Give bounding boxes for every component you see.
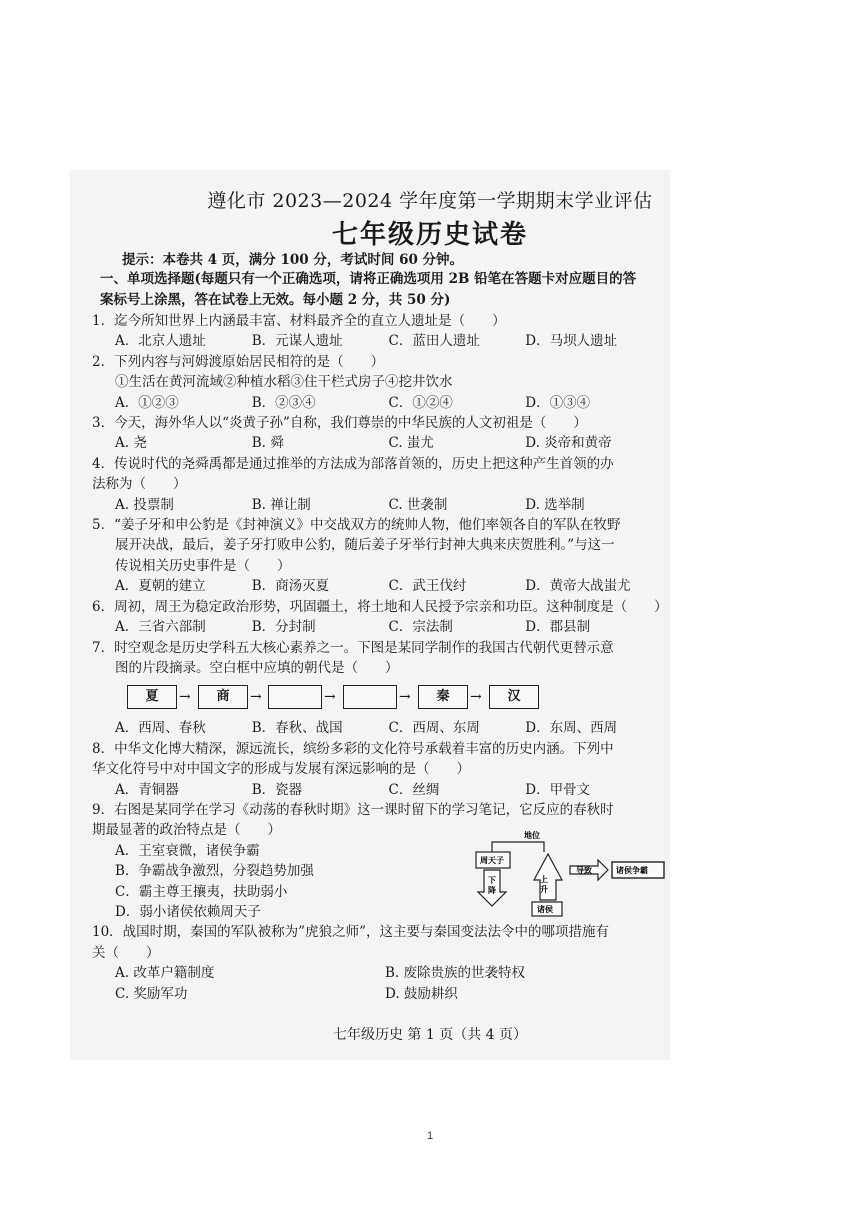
question-text: 期最显著的政治特点是（ ） (92, 822, 281, 839)
question-9 (92, 800, 662, 922)
king-label: 周天子 (480, 855, 504, 865)
option-b: B. 废除贵族的世袭特权 (385, 965, 526, 982)
option-b: B．商汤灭夏 (251, 578, 330, 595)
options (92, 984, 662, 1004)
question-text: 传说相关历史事件是（ ） (115, 557, 291, 574)
question-stem: 7．时空观念是历史学科五大核心素养之一。下图是某同学制作的我国古代朝代更替示意 (92, 639, 614, 656)
question-7 (92, 638, 662, 739)
option-c: C．蓝田人遗址 (388, 333, 480, 350)
exam-title: 遵化市 2023—2024 学年度第一学期期末学业评估 (207, 190, 653, 212)
up-label: 上升 (540, 874, 548, 894)
question-text: 华文化符号中对中国文字的形成与发展有深远影响的是（ ） (92, 761, 470, 778)
options (92, 576, 662, 596)
question-stem: 9．右图是某同学在学习《动荡的春秋时期》这一课时留下的学习笔记，它反应的春秋时 (92, 801, 614, 818)
question-text: ①生活在黄河流域②种植水稻③住干栏式房子④挖井饮水 (115, 374, 453, 391)
option-c: C. 蚩尤 (388, 435, 434, 452)
question-stem: 5．“姜子牙和申公豹是《封神演义》中交战双方的统帅人物，他们率领各自的军队在牧野 (92, 517, 621, 534)
option-c: C．武王伐纣 (388, 578, 467, 595)
question-1 (92, 311, 662, 352)
dynasty-box: 秦 (418, 685, 468, 709)
arrow-right-icon: → (179, 689, 191, 706)
option-b: B．②③④ (251, 394, 316, 411)
option-c: C．西周、东周 (388, 720, 480, 737)
question-text: 关（ ） (92, 944, 160, 961)
status-label: 地位 (524, 830, 540, 840)
dynasty-box: 商 (198, 685, 248, 709)
option-b: B．争霸战争激烈，分裂趋势加强 (115, 863, 314, 880)
result-label: 诸侯争霸 (616, 865, 648, 875)
option-d: D．马坝人遗址 (525, 333, 618, 350)
page-number: 1 (426, 1130, 434, 1142)
lead-label: 导致 (576, 865, 592, 875)
options (92, 963, 662, 983)
option-b: B．分封制 (251, 619, 316, 636)
down-label: 下降 (488, 875, 496, 895)
option-a: A．三省六部制 (115, 619, 206, 636)
option-b: B．元谋人遗址 (251, 333, 343, 350)
option-a: A. 改革户籍制度 (115, 965, 215, 982)
option-c: C. 世袭制 (388, 496, 448, 513)
arrow-right-icon: → (250, 689, 262, 706)
option-a: A．青铜器 (115, 781, 179, 798)
question-text: 展开决战，最后，姜子牙打败申公豹，随后姜子牙举行封神大典来庆贺胜利。”与这一 (115, 537, 615, 554)
arrow-right-icon: → (470, 689, 482, 706)
question-5 (92, 515, 662, 597)
dynasty-box: 夏 (127, 685, 177, 709)
study-notes-diagram (472, 830, 672, 925)
options (92, 617, 662, 637)
option-b: B. 舜 (251, 435, 284, 452)
option-c: C. 奖励军功 (115, 985, 188, 1002)
question-text: 法称为（ ） (92, 476, 187, 493)
dynasty-chain (92, 678, 662, 718)
question-stem: 2．下列内容与河姆渡原始居民相符的是（ ） (92, 353, 385, 370)
connector-line (492, 842, 544, 852)
option-c: C．丝绸 (388, 781, 440, 798)
option-a: A. 尧 (115, 435, 147, 452)
option-d: D．①③④ (525, 394, 591, 411)
options (92, 393, 662, 413)
question-stem: 6．周初，周王为稳定政治形势，巩固疆土，将土地和人民授予宗亲和功臣。这种制度是（ ） (92, 598, 668, 615)
question-8 (92, 739, 662, 800)
question-4 (92, 454, 662, 515)
option-d: D. 炎帝和黄帝 (525, 435, 612, 452)
question-2 (92, 352, 662, 413)
question-stem: 10．战国时期，秦国的军队被称为”虎狼之师”，这主要与秦国变法法令中的哪项措施有 (92, 924, 609, 941)
option-c: C．宗法制 (388, 619, 453, 636)
arrow-right-icon: → (399, 689, 411, 706)
exam-subject-title: 七年级历史试卷 (331, 220, 528, 250)
option-a: A. 投票制 (115, 496, 174, 513)
option-a: A．西周、春秋 (115, 720, 206, 737)
option-d: D. 鼓励耕织 (385, 985, 458, 1002)
question-3 (92, 413, 662, 454)
option-b: B．春秋、战国 (251, 720, 343, 737)
option-a: A．北京人遗址 (115, 333, 206, 350)
questions (92, 311, 668, 1004)
option-a: A．①②③ (115, 394, 179, 411)
page-footer: 七年级历史 第 1 页（共 4 页） (332, 1027, 528, 1043)
option-d: D．郡县制 (525, 619, 591, 636)
option-a: A．王室衰微，诸侯争霸 (115, 842, 260, 859)
option-b: B. 禅让制 (251, 496, 311, 513)
options (92, 331, 662, 351)
arrow-label-char: 降 (488, 885, 496, 895)
options (92, 495, 662, 515)
option-d: D．弱小诸侯依赖周天子 (115, 903, 261, 920)
option-b: B．瓷器 (251, 781, 303, 798)
blank-dynasty-box (343, 685, 397, 709)
option-d: D．黄帝大战蚩尤 (525, 578, 631, 595)
question-stem: 1．迄今所知世界上内涵最丰富、材料最齐全的直立人遗址是（ ） (92, 313, 506, 329)
option-d: D．甲骨文 (525, 781, 591, 798)
question-text: 图的片段摘录。空白框中应填的朝代是（ ） (115, 659, 399, 676)
arrow-label-char: 升 (540, 884, 548, 894)
option-c: C．霸主尊王攘夷，扶助弱小 (115, 883, 288, 900)
options (92, 718, 662, 738)
question-stem: 4．传说时代的尧舜禹都是通过推举的方法成为部落首领的，历史上把这种产生首领的办 (92, 455, 614, 472)
options (92, 780, 662, 800)
question-stem: 8．中华文化博大精深，源远流长，缤纷多彩的文化符号承载着丰富的历史内涵。下列中 (92, 740, 614, 757)
arrow-right-icon: → (324, 689, 336, 706)
option-a: A．夏朝的建立 (115, 578, 206, 595)
question-10 (92, 922, 662, 1004)
blank-dynasty-box (268, 685, 322, 709)
option-d: D．东周、西周 (525, 720, 618, 737)
option-c: C．①②④ (388, 394, 453, 411)
lords-label: 诸侯 (537, 904, 553, 914)
options (92, 433, 662, 453)
up-arrow-icon (534, 854, 562, 900)
question-stem: 3．今天，海外华人以“炎黄子孙”自称，我们尊崇的中华民族的人文初祖是（ ） (92, 415, 587, 432)
question-6 (92, 597, 668, 638)
exam-notice: 提示：本卷共 4 页，满分 100 分，考试时间 60 分钟。 (122, 252, 464, 268)
option-d: D. 选举制 (525, 496, 585, 513)
section-heading: 一、单项选择题(每题只有一个正确选项，请将正确选项用 2B 铅笔在答题卡对应题目的答 案标号上涂黑，答在试卷上无效。每小题 2 分，共 50 分) (100, 271, 637, 308)
dynasty-box: 汉 (489, 685, 539, 709)
